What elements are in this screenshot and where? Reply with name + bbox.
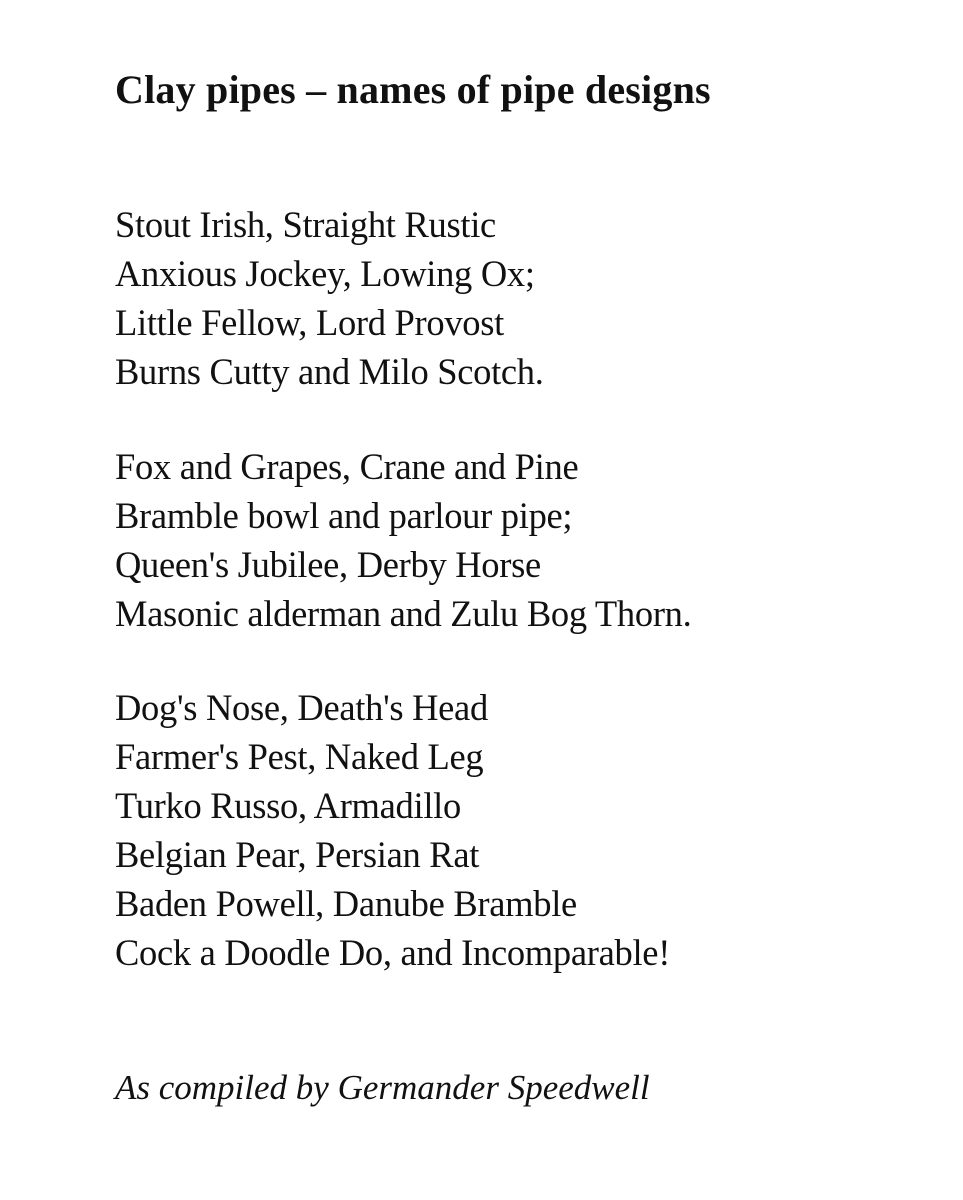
stanza-1 bbox=[115, 200, 544, 396]
poem-line: Queen's Jubilee, Derby Horse bbox=[115, 544, 541, 585]
attribution: As compiled by Germander Speedwell bbox=[115, 1068, 650, 1107]
poem-line: Turko Russo, Armadillo bbox=[115, 785, 461, 826]
stanza-3 bbox=[115, 683, 670, 977]
poem-line: Stout Irish, Straight Rustic bbox=[115, 204, 496, 245]
poem-line: Fox and Grapes, Crane and Pine bbox=[115, 446, 579, 487]
poem-line: Dog's Nose, Death's Head bbox=[115, 687, 488, 728]
stanza-2 bbox=[115, 442, 691, 638]
poem-line: Cock a Doodle Do, and Incomparable! bbox=[115, 932, 671, 973]
poem-line: Anxious Jockey, Lowing Ox; bbox=[115, 253, 535, 294]
poem-line: Baden Powell, Danube Bramble bbox=[115, 883, 577, 924]
poem-line: Masonic alderman and Zulu Bog Thorn. bbox=[115, 593, 692, 634]
poem-line: Bramble bowl and parlour pipe; bbox=[115, 495, 573, 536]
poem-line: Belgian Pear, Persian Rat bbox=[115, 834, 480, 875]
poem-line: Little Fellow, Lord Provost bbox=[115, 302, 504, 343]
poem-line: Farmer's Pest, Naked Leg bbox=[115, 736, 484, 777]
poem-line: Burns Cutty and Milo Scotch. bbox=[115, 351, 544, 392]
poem-title: Clay pipes – names of pipe designs bbox=[115, 67, 711, 112]
